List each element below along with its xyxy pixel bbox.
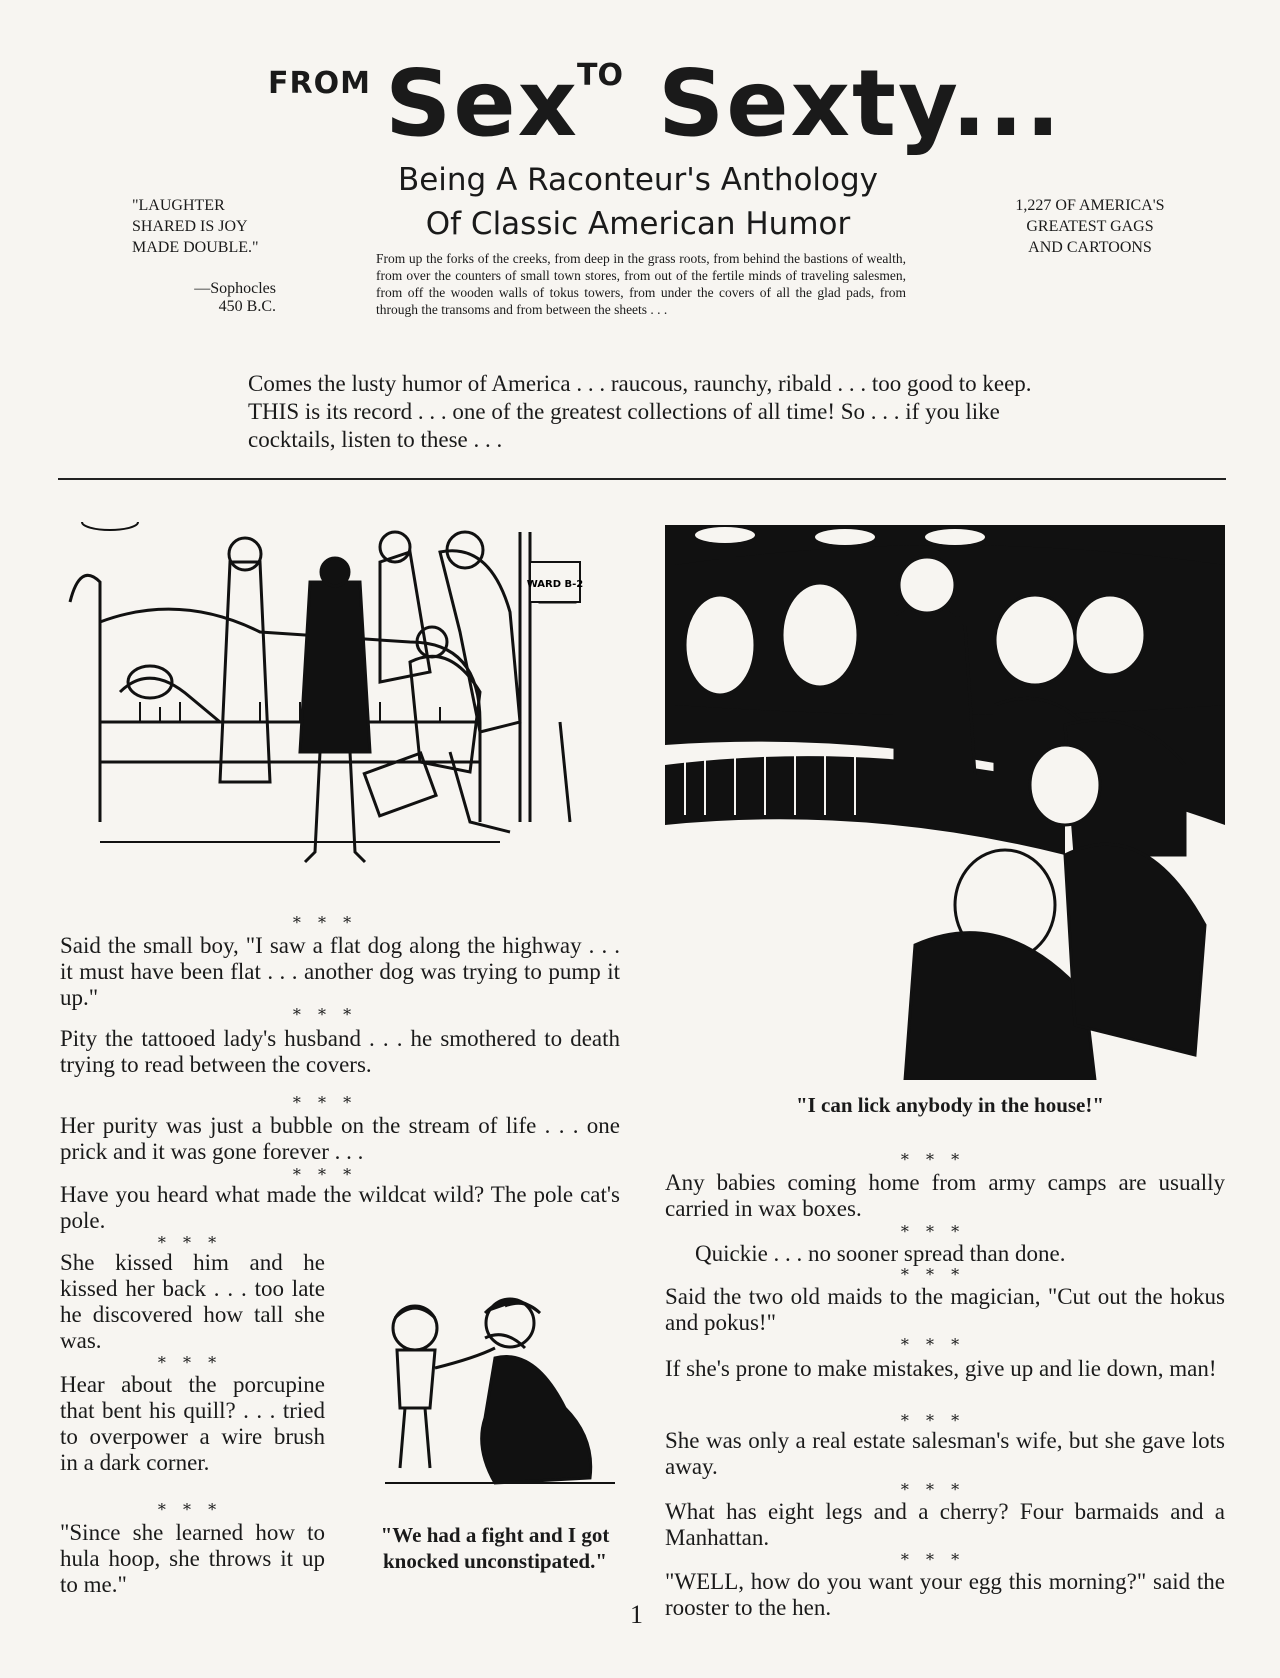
joke-separator: * * * <box>900 1411 966 1430</box>
bar-cartoon-caption: "I can lick anybody in the house!" <box>795 1093 1105 1117</box>
title-to: TO <box>577 58 623 93</box>
joke-separator: * * * <box>292 1165 358 1184</box>
title-sexty: Sexty... <box>658 50 1063 157</box>
hospital-cartoon <box>60 522 590 892</box>
joke-separator: * * * <box>900 1265 966 1284</box>
subtitle-line-2: Of Classic American Humor <box>425 206 851 242</box>
right-joke-3: Said the two old maids to the magician, "Cut out the hokus and pokus!" <box>665 1284 1225 1335</box>
subtitle-line-1: Being A Raconteur's Anthology <box>397 162 879 198</box>
left-joke-2: Pity the tattooed lady's husband . . . he smothered to death trying to read between the covers. <box>60 1026 620 1077</box>
joke-separator: * * * <box>900 1150 966 1169</box>
left-joke-5: She kissed him and he kissed her back . . . too late he discovered how tall she was. <box>60 1250 325 1353</box>
comes-paragraph: Comes the lusty humor of America . . . raucous, raunchy, ribald . . . too good to keep. THIS is its record . . . one of the greatest collections of all time! So . . . if you like cocktails, listen to these . . . <box>248 371 1032 452</box>
ward-sign-text: WARD B-2 <box>526 579 584 590</box>
bar-cartoon <box>665 525 1225 1080</box>
joke-separator: * * * <box>157 1353 223 1372</box>
joke-separator: * * * <box>292 1005 358 1024</box>
joke-separator: * * * <box>900 1335 966 1354</box>
attribution-name: —Sophocles <box>194 280 276 297</box>
page-number: 1 <box>630 1600 643 1629</box>
joke-separator: * * * <box>900 1222 966 1241</box>
joke-separator: * * * <box>292 913 358 932</box>
kid-cartoon-caption: "We had a fight and I got knocked unconstipated." <box>380 1523 610 1573</box>
header-divider <box>58 478 1226 480</box>
gags-count-blurb: 1,227 OF AMERICA'S GREATEST GAGS AND CARTOONS <box>1015 197 1165 256</box>
right-joke-1: Any babies coming home from army camps are usually carried in wax boxes. <box>665 1170 1225 1221</box>
quote-attribution <box>186 280 276 316</box>
left-joke-3: Her purity was just a bubble on the stream of life . . . one prick and it was gone forever . . . <box>60 1113 620 1164</box>
right-joke-4: If she's prone to make mistakes, give up and lie down, man! <box>665 1356 1217 1381</box>
joke-separator: * * * <box>292 1093 358 1112</box>
left-joke-1: Said the small boy, "I saw a flat dog along the highway . . . it must have been flat . . . another dog was trying to pump it up." <box>60 933 620 1010</box>
left-joke-4: Have you heard what made the wildcat wild? The pole cat's pole. <box>60 1182 620 1233</box>
kid-cartoon <box>375 1288 620 1493</box>
joke-separator: * * * <box>157 1233 223 1252</box>
joke-separator: * * * <box>157 1500 223 1519</box>
left-joke-7: "Since she learned how to hula hoop, she throws it up to me." <box>60 1520 325 1597</box>
intro-paragraph: From up the forks of the creeks, from deep in the grass roots, from behind the bastions of wealth, from over the counters of small town stores, from out of the fertile minds of traveling salesmen, from off the wooden walls of tokus towers, from under the covers of all the glad pads, from through the transoms and from between the sheets . . . <box>376 251 906 317</box>
sophocles-quote: "LAUGHTER SHARED IS JOY MADE DOUBLE." <box>132 197 259 256</box>
title-sex: Sex <box>385 50 579 157</box>
attribution-date: 450 B.C. <box>218 298 276 315</box>
right-joke-6: What has eight legs and a cherry? Four barmaids and a Manhattan. <box>665 1499 1225 1550</box>
right-joke-2: Quickie . . . no sooner spread than done. <box>695 1241 1066 1266</box>
title-from: FROM <box>268 66 371 101</box>
joke-separator: * * * <box>900 1480 966 1499</box>
right-joke-7: "WELL, how do you want your egg this morning?" said the rooster to the hen. <box>665 1569 1225 1620</box>
left-joke-6: Hear about the porcupine that bent his quill? . . . tried to overpower a wire brush in a dark corner. <box>60 1372 325 1475</box>
joke-separator: * * * <box>900 1550 966 1569</box>
right-joke-5: She was only a real estate salesman's wife, but she gave lots away. <box>665 1428 1225 1479</box>
